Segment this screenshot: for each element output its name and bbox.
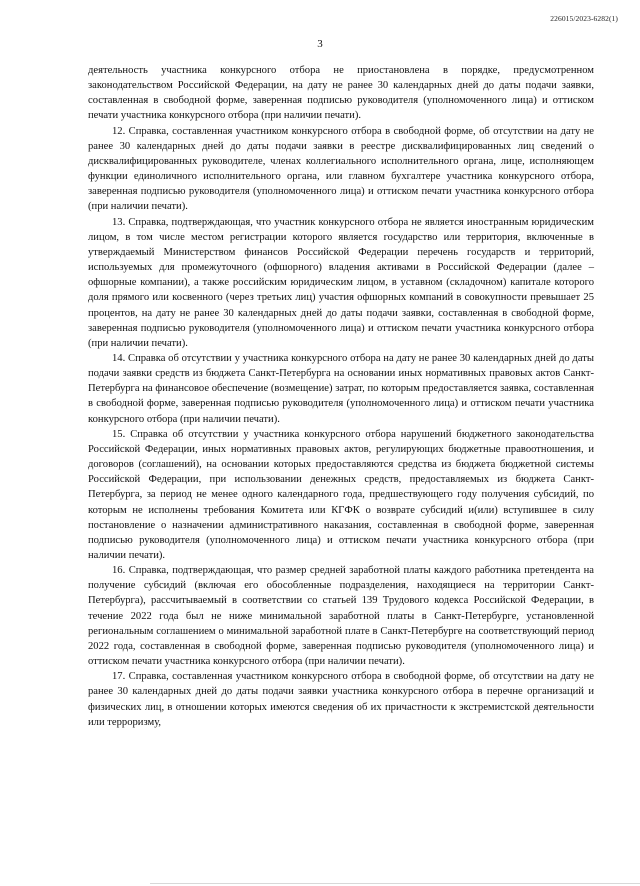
paragraph-16: 16. Справка, подтверждающая, что размер средней заработной платы каждого работника претендента на получение субсидий (включая его обособленные подразделения, находящиеся на территории Санкт-Петербурга), рассчитываемый в соответствии со статьей 139 Трудового кодекса Российской Федерации, в течение 2022 года был не ниже минимальной заработной платы в Санкт-Петербурге, установленной региональным соглашением о минимальной заработной плате в Санкт-Петербурге на соответствующий период 2022 года, составленная в свободной форме, заверенная подписью руководителя (уполномоченного лица) и оттиском печати участника конкурсного отбора (при наличии печати).	[88, 565, 594, 668]
document-body	[88, 63, 594, 730]
scan-edge-line	[150, 883, 640, 884]
paragraph-11-continuation: деятельность участника конкурсного отбора не приостановлена в порядке, предусмотренном законодательством Российской Федерации, на дату не ранее 30 календарных дней до даты подачи заявки, составленная в свободной форме, заверенная подписью руководителя (уполномоченного лица) и оттиском печати участника конкурсного отбора (при наличии печати).	[88, 65, 594, 122]
document-registration-number: 226015/2023-6282(1)	[550, 14, 618, 23]
paragraph-12: 12. Справка, составленная участником конкурсного отбора в свободной форме, об отсутствии на дату не ранее 30 календарных дней до даты подачи заявки в реестре дисквалифицированных лиц сведений о дисквалифицированных руководителе, членах коллегиального исполнительного органа, лице, исполняющем функции единоличного исполнительного органа, или главном бухгалтере участника конкурсного отбора, заверенная подписью руководителя (уполномоченного лица) и оттиском печати участника конкурсного отбора (при наличии печати).	[88, 125, 594, 213]
paragraph-17: 17. Справка, составленная участником конкурсного отбора в свободной форме, об отсутствии на дату не ранее 30 календарных дней до даты подачи заявки участника конкурсного отбора в перечне организаций и физических лиц, в отношении которых имеются сведения об их причастности к экстремистской деятельности или терроризму,	[88, 671, 594, 728]
paragraph-14: 14. Справка об отсутствии у участника конкурсного отбора на дату не ранее 30 календарных дней до даты подачи заявки средств из бюджета Санкт-Петербурга на основании иных нормативных правовых актов Санкт-Петербурга на финансовое обеспечение (возмещение) затрат, по которым предоставляется заявка, составленная в свободной форме, заверенная подписью руководителя (уполномоченного лица) и оттиском печати участника конкурсного отбора (при наличии печати).	[88, 352, 594, 425]
paragraph-15: 15. Справка об отсутствии у участника конкурсного отбора нарушений бюджетного законодательства Российской Федерации, иных нормативных правовых актов, регулирующих бюджетные правоотношения, и договоров (соглашений), на основании которых предоставляются средства из бюджета бюджетной системы Российской Федерации, при использовании денежных средств, предоставляемых из бюджета Санкт-Петербурга, за период не менее одного календарного года, предшествующего году получения субсидий, по которым не исполнены требования Комитета или КГФК о возврате субсидий и(или) вступившее в силу постановление о назначении административного наказания, составленная в свободной форме, заверенная подписью руководителя (уполномоченного лица) и оттиском печати участника конкурсного отбора (при наличии печати).	[88, 428, 594, 561]
paragraph-13: 13. Справка, подтверждающая, что участник конкурсного отбора не является иностранным юридическим лицом, в том числе местом регистрации которого является государство или территория, включенные в утверждаемый Министерством финансов Российской Федерации перечень государств и территорий, используемых для промежуточного (офшорного) владения активами в Российской Федерации (далее – офшорные компании), а также российским юридическим лицом, в уставном (складочном) капитале которого доля прямого или косвенного (через третьих лиц) участия офшорных компаний в совокупности превышает 25 процентов, на дату не ранее 30 календарных дней до даты подачи заявки, составленная в свободной форме, заверенная подписью руководителя (уполномоченного лица) и оттиском печати участника конкурсного отбора (при наличии печати).	[88, 216, 594, 349]
page-number: 3	[317, 38, 323, 50]
